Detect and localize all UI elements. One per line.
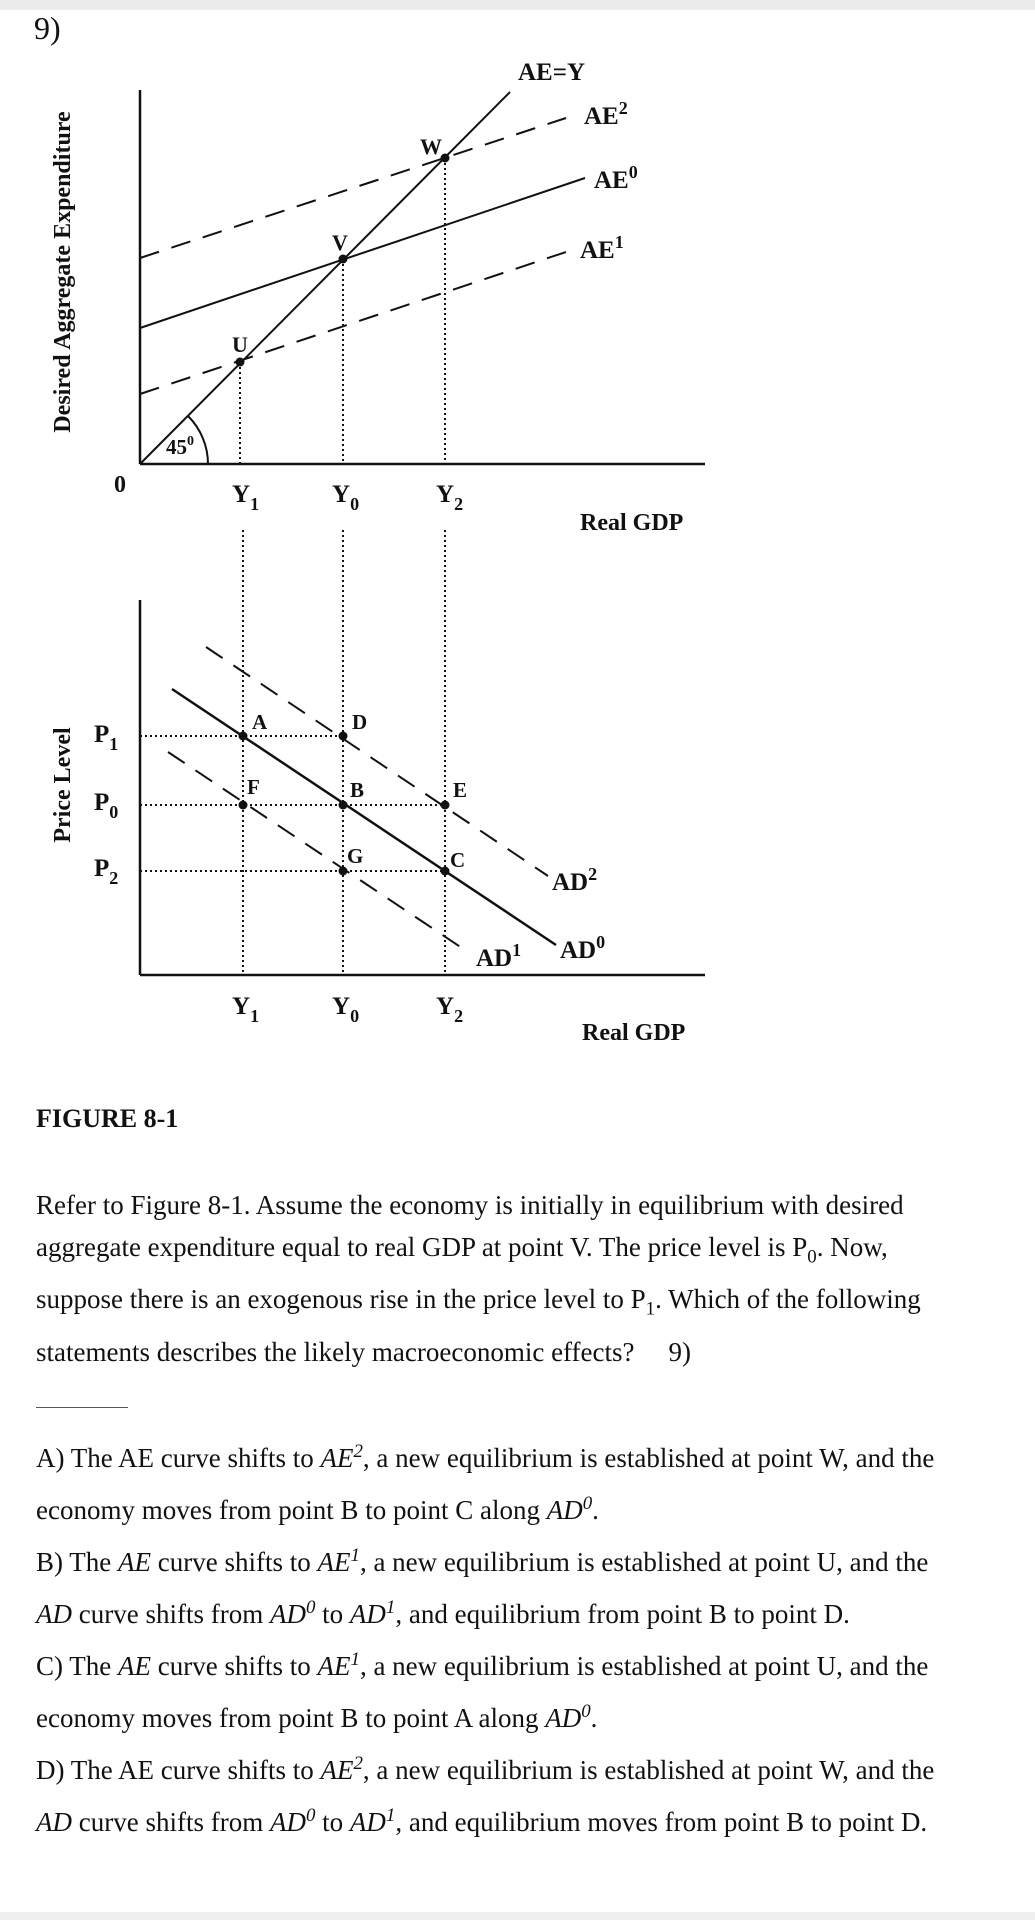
choice-b[interactable]: B) The AE curve shifts to $AE^1$, a new equilibrium is established at point U, and the AD curve shifts from $AD^0$ to $AD^1$, and equilibrium from point B to point D. — [36, 1545, 929, 1629]
price-tick-p1: $P_1$ — [94, 721, 119, 754]
question-line2: . Now, suppose there is an exogenous rise in the price level to — [36, 1232, 888, 1315]
origin-label: 0 — [114, 472, 126, 498]
ae-equals-y-label: AE=Y — [518, 59, 586, 86]
p0-symbol: $P_0$ — [792, 1232, 817, 1268]
lower-x-axis-label: Real GDP — [582, 1020, 686, 1046]
point-f — [239, 801, 248, 810]
ae2-label: $AE^2$ — [584, 98, 628, 130]
point-w-label: W — [420, 134, 442, 159]
point-a-label: A — [252, 710, 268, 734]
ae1-label: $AE^1$ — [580, 232, 624, 264]
upper-x-axis-label: Real GDP — [580, 510, 684, 536]
p1-symbol: $P_1$ — [630, 1284, 656, 1320]
upper-tick-y0: $Y_0$ — [332, 481, 360, 514]
bottom-strip — [0, 1912, 1035, 1920]
point-v — [339, 255, 348, 264]
price-tick-p0: $P_0$ — [94, 789, 119, 822]
lower-y-axis-label: Price Level — [50, 727, 76, 843]
ae0-label: $AE^0$ — [594, 162, 638, 194]
question-text — [36, 1184, 971, 1408]
point-e-label: E — [453, 778, 468, 802]
question-line1: Refer to Figure 8-1. Assume the economy is initially in equilibrium with desired aggregate expenditure equal to real GDP at point V. The price level is — [36, 1190, 904, 1262]
point-d — [339, 732, 348, 741]
upper-tick-y1: $Y_1$ — [232, 481, 260, 514]
point-b — [339, 801, 348, 810]
point-c-label: C — [450, 848, 466, 872]
point-u — [236, 358, 245, 367]
lower-tick-y0: $Y_0$ — [332, 993, 360, 1026]
figure-caption: FIGURE 8-1 — [36, 1104, 179, 1133]
price-tick-p2: $P_2$ — [94, 855, 119, 888]
choice-a[interactable]: A) The AE curve shifts to $AE^2$, a new equilibrium is established at point W, and the economy moves from point B to point C along $AD^0$. — [36, 1441, 935, 1525]
point-c — [441, 867, 450, 876]
angle-label: $45^0$ — [166, 434, 194, 459]
ae1-curve — [140, 252, 566, 394]
ad2-label: $AD^2$ — [552, 864, 598, 896]
question-tail-number: 9) — [668, 1336, 692, 1367]
question-number: 9) — [34, 10, 61, 46]
point-f-label: F — [247, 775, 260, 799]
point-e — [441, 801, 450, 810]
answer-choices — [36, 1429, 971, 1845]
question-line3: . Which of the following statements describes the likely macroeconomic effects? — [36, 1284, 921, 1367]
point-d-label: D — [352, 710, 368, 734]
ae2-curve — [140, 118, 566, 258]
answer-blank[interactable] — [36, 1407, 128, 1408]
point-g-label: G — [347, 844, 364, 868]
choice-c[interactable]: C) The AE curve shifts to $AE^1$, a new equilibrium is established at point U, and the economy moves from point B to point A along $AD^0$. — [36, 1649, 929, 1733]
upper-tick-y2: $Y_2$ — [436, 481, 464, 514]
ae0-curve — [140, 178, 585, 328]
ae-equals-y-line — [140, 92, 510, 464]
ad1-curve — [168, 752, 468, 952]
choice-d[interactable]: D) The AE curve shifts to $AE^2$, a new equilibrium is established at point W, and the AD curve shifts from $AD^0$ to $AD^1$, and equilibrium moves from point B to point D. — [36, 1753, 935, 1837]
ad1-label: $AD^1$ — [476, 940, 522, 972]
point-v-label: V — [332, 230, 348, 255]
point-b-label: B — [350, 778, 365, 802]
point-u-label: U — [232, 332, 248, 357]
lower-tick-y1: $Y_1$ — [232, 993, 260, 1026]
ad0-label: $AD^0$ — [560, 932, 606, 964]
lower-tick-y2: $Y_2$ — [436, 993, 464, 1026]
ad2-curve — [206, 647, 548, 876]
point-a — [239, 732, 248, 741]
upper-y-axis-label: Desired Aggregate Expenditure — [50, 111, 76, 433]
